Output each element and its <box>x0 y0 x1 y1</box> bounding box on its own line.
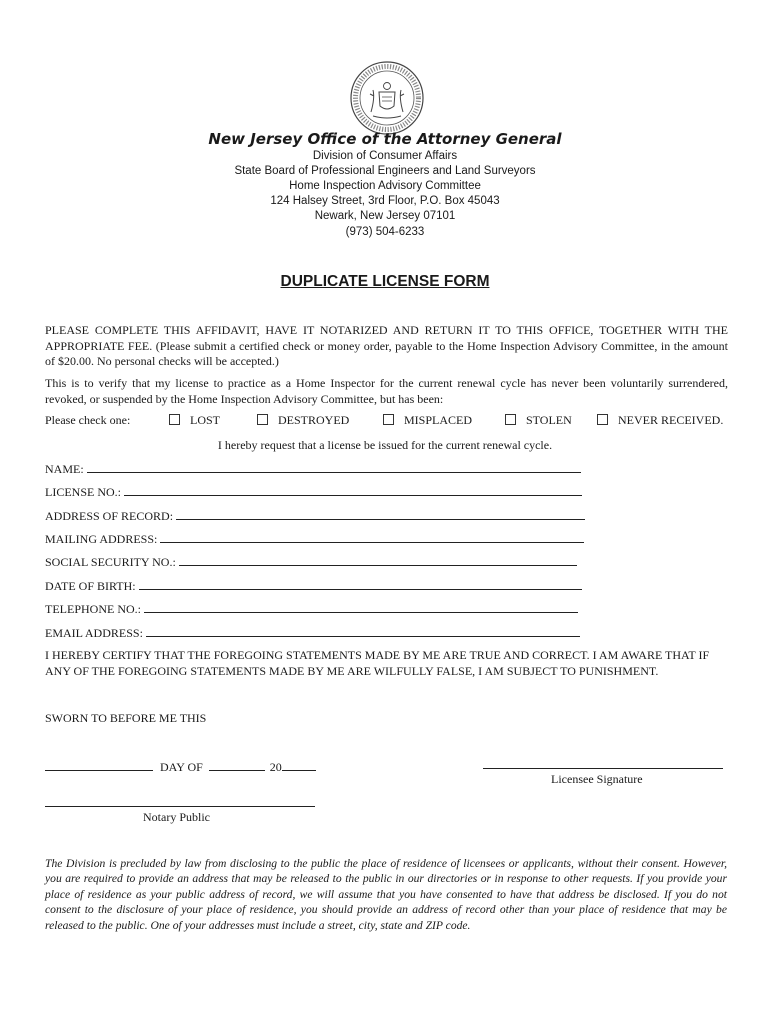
name-field <box>45 461 581 477</box>
social-security-field <box>45 554 577 570</box>
checkbox-square-icon[interactable] <box>169 414 180 425</box>
field-label: ADDRESS OF RECORD: <box>45 509 174 523</box>
checkbox-destroyed[interactable] <box>257 413 349 429</box>
committee-line: Home Inspection Advisory Committee <box>289 180 481 192</box>
social-security-input-line[interactable] <box>179 554 577 566</box>
address-of-record-field <box>45 508 585 524</box>
month-blank[interactable] <box>209 759 265 771</box>
checkbox-square-icon[interactable] <box>257 414 268 425</box>
field-label: LICENSE NO.: <box>45 485 121 499</box>
option-label: DESTROYED <box>278 413 350 427</box>
request-statement: I hereby request that a license be issued for the current renewal cycle. <box>217 438 553 452</box>
certification-statement: I HEREBY CERTIFY THAT THE FOREGOING STATEMENTS MADE BY ME ARE TRUE AND CORRECT. I AM AWARE THAT IF ANY OF THE FOREGOING STATEMENTS MADE BY ME ARE WILFULLY FALSE, I AM SUBJECT TO PUNISHMENT. <box>45 648 710 678</box>
option-label: NEVER RECEIVED. <box>618 413 724 427</box>
checkbox-square-icon[interactable] <box>597 414 608 425</box>
address-of-record-input-line[interactable] <box>176 508 585 520</box>
privacy-notice: The Division is precluded by law from disclosing to the public the place of residence of licensees or applicants, without their consent. However, you are required to provide an address that may be released to the public in our directories or in response to other requests. If you provide your place of residence as your public address of record, we will assume that you have consented to have that address be disclosed. If you do not consent to the disclosure of your place of residence, you should provide an address of record other than your place of residence that may be released to the public. One of your addresses must include a street, city, state and ZIP code. <box>45 857 727 932</box>
year-prefix-label: 20 <box>269 760 282 774</box>
street-address: 124 Halsey Street, 3rd Floor, P.O. Box 45043 <box>270 195 500 207</box>
check-one-label: Please check one: <box>45 413 131 427</box>
checkbox-square-icon[interactable] <box>505 414 516 425</box>
city-address: Newark, New Jersey 07101 <box>314 210 456 222</box>
field-label: NAME: <box>45 462 84 476</box>
year-blank[interactable] <box>282 759 316 771</box>
checkbox-never-received[interactable] <box>597 413 723 429</box>
telephone-field <box>45 601 578 617</box>
mailing-address-input-line[interactable] <box>160 531 584 543</box>
reason-checkbox-row <box>45 413 735 431</box>
license-no-field <box>45 484 582 500</box>
notary-label: Notary Public <box>143 810 210 824</box>
signature-label: Licensee Signature <box>551 772 643 786</box>
field-label: SOCIAL SECURITY NO.: <box>45 555 176 569</box>
state-seal-icon <box>349 60 425 136</box>
email-address-field <box>45 625 580 641</box>
field-label: MAILING ADDRESS: <box>45 532 158 546</box>
mailing-address-field <box>45 531 584 547</box>
checkbox-square-icon[interactable] <box>383 414 394 425</box>
form-title: DUPLICATE LICENSE FORM <box>280 273 490 290</box>
telephone-input-line[interactable] <box>144 601 578 613</box>
notary-line[interactable] <box>45 806 315 807</box>
day-of-label: DAY OF <box>160 760 203 774</box>
checkbox-lost[interactable] <box>169 413 220 429</box>
instructions-paragraph: PLEASE COMPLETE THIS AFFIDAVIT, HAVE IT NOTARIZED AND RETURN IT TO THIS OFFICE, TOGETHER WITH THE APPROPRIATE FEE. (Please submit a certified check or money order, payable to the Home Inspection Advisory Committee, in the amount of $20.00. No personal checks will be accepted.) <box>45 323 728 368</box>
checkbox-stolen[interactable] <box>505 413 572 429</box>
field-label: TELEPHONE NO.: <box>45 602 141 616</box>
signature-line[interactable] <box>483 768 723 769</box>
email-address-input-line[interactable] <box>146 625 580 637</box>
board-line: State Board of Professional Engineers and Land Surveyors <box>234 165 536 177</box>
sworn-statement: SWORN TO BEFORE ME THIS <box>45 711 207 725</box>
date-of-birth-field <box>45 578 582 594</box>
notary-date-row <box>45 759 316 776</box>
option-label: LOST <box>190 413 220 427</box>
verify-paragraph: This is to verify that my license to practice as a Home Inspector for the current renewal cycle has never been voluntarily surrendered, revoked, or suspended by the Home Inspection Advisory Committee, but has been: <box>45 376 728 406</box>
division-line: Division of Consumer Affairs <box>312 150 458 162</box>
option-label: STOLEN <box>526 413 572 427</box>
field-label: EMAIL ADDRESS: <box>45 626 143 640</box>
field-label: DATE OF BIRTH: <box>45 579 136 593</box>
date-of-birth-input-line[interactable] <box>139 578 582 590</box>
option-label: MISPLACED <box>404 413 473 427</box>
license-no-input-line[interactable] <box>124 484 582 496</box>
day-blank[interactable] <box>45 759 153 771</box>
checkbox-misplaced[interactable] <box>383 413 472 429</box>
phone-number: (973) 504-6233 <box>345 226 425 238</box>
office-title: New Jersey Office of the Attorney General <box>208 130 562 148</box>
name-input-line[interactable] <box>87 461 581 473</box>
